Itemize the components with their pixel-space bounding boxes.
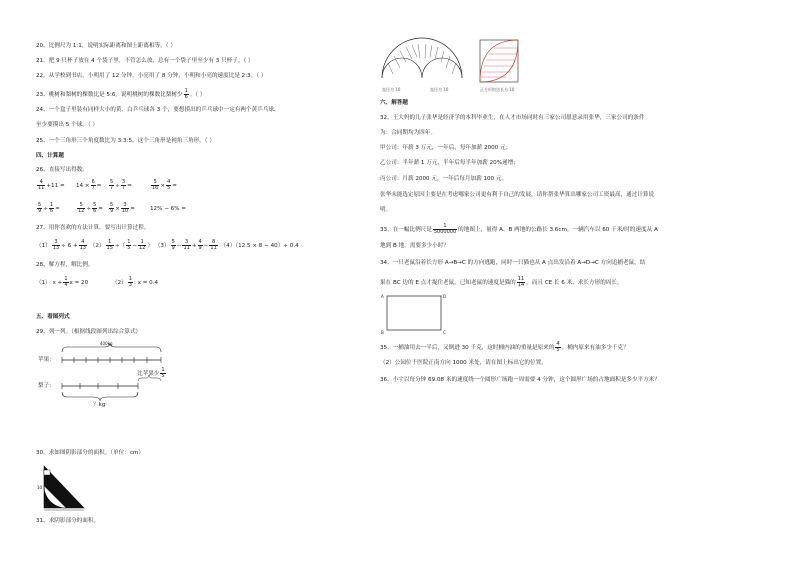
inner-label: 4 <box>45 470 48 475</box>
question-35: 35、一桶油用去一半后，又倒进 30 千克，这时桶内油的重量是原来的 $\frac{4}{5}$ 。桶内原来有油多少千克？ <box>380 341 629 353</box>
question-28-2: （2） $\frac{1}{3}$ : x = 0.4 <box>112 276 159 288</box>
vertex-a: A <box>381 294 384 299</box>
calc-2a: $\frac{5}{9}$ ÷ $\frac{1}{6}$ = <box>38 202 60 214</box>
question-35-sub: （2）公园位于医院正南方向 1000 米处，请在图上标出它的位置。 <box>380 360 547 366</box>
question-33-line1: 33、在一幅比例尺是 $\frac{1}{5000000}$ 的地图上，量得 A、B 两地的公路长 3.6cm。一辆汽车以 60 千米/时的速度从 A <box>380 223 658 235</box>
calc-1a: $\frac{4}{11}$ +11 = <box>38 179 65 191</box>
vertex-b: B <box>381 330 384 335</box>
pear-unknown-label: ？kg <box>93 402 106 408</box>
section-5-heading: 五、看图列式 <box>36 314 70 320</box>
question-29: 29、列一列。（根据线段图列出综合算式） <box>36 329 142 335</box>
question-36: 36、小宇以每分钟 69.08 米的速度绕一个圆形广场跑一周需要 4 分钟，这个圆形广场的占地面积是多少平方米？ <box>380 377 660 383</box>
question-26: 26、直接写出得数。 <box>36 167 88 173</box>
question-24-line2: 至少要摸出 5 个球。（ ） <box>36 122 99 128</box>
calc-2c: $\frac{5}{9}$ × $\frac{3}{10}$ = <box>110 202 135 214</box>
company-b: 乙公司：半年薪 1 万元，半年后每半年加薪 20%递增； <box>380 160 519 166</box>
fraction: $\frac{1}{6}$ <box>184 88 188 100</box>
figure-31a-caption: 直径为 10 <box>382 87 401 92</box>
rectangle-abcd <box>387 296 441 330</box>
calc-1b: 14 × $\frac{6}{7}$ = <box>76 179 102 191</box>
less-than-apple-label: 比苹果少 $\frac{1}{5}$ <box>137 367 165 379</box>
pear-label: 梨子： <box>38 383 55 389</box>
question-24-line1: 24、一个盒子里装有同样大小的黄、白乒乓球各 3 个，要想摸出的乒乓球中一定有两个黄乒乓球， <box>36 107 280 113</box>
calc-2d: 12% − 6% = <box>150 206 187 212</box>
section-4-heading: 四、计算题 <box>36 153 64 159</box>
question-21: 21、把 9 只杯子放在 4 个袋子里，不管怎么放，总有一个袋子里至少有 3 只杯子。（ ） <box>36 58 254 64</box>
question-33-line2: 地到 B 地，需要多少小时？ <box>380 243 449 249</box>
vertex-d: D <box>443 294 447 299</box>
apple-total-label: 400kg <box>100 341 113 346</box>
question-27-items: （1） $\frac{3}{13}$ ÷ 6 + $\frac{4}{13}$ （2） $\frac{1}{15}$ ÷（ $\frac{1}{5}$ − $\frac{1}{12}$ ） （3） $\frac{5}{9}$ − $\frac{3}{11}$ + $\frac{4}{9}$ − $\frac{8}{11}$ （4）（12.5 × 8 − 40）÷ 0.4 <box>36 239 299 251</box>
question-20: 20、比例尺为 1:1，说明实际距离和图上距离相等。（ ） <box>36 43 176 49</box>
question-25: 25、一个三角形三个角度数比为 3:3:5，这个三角形是钝角三角形。（ ） <box>36 138 215 144</box>
question-32-line3: 张华未能选定原因主要是在考虑哪家公司更有利于自己的发展，请你帮张华算出哪家公司工资最高，通过计算说 <box>380 192 655 198</box>
question-27: 27、用你喜欢的方法计算，要写出计算过程。 <box>36 225 150 231</box>
question-30: 30、求如图阴影部分的面积。（单位：cm） <box>36 450 144 456</box>
question-34-line1: 34、一只老鼠沿着长方形 A→B→C 的方向逃跑，同时一只猫也从 A 点出发沿着 A→D→C 方向追捕老鼠，结 <box>380 260 646 266</box>
question-32-line4: 明。 <box>380 207 392 213</box>
question-34-line2: 果在 BC 边的 E 点才捉住老鼠，已知老鼠的速度是猫的 $\frac{11}{14}$ ，而且 CE 长 6 米，求长方形的周长。 <box>380 276 623 288</box>
question-23: 23、桃树和梨树的棵数比是 5:6，说明桃树的棵数比梨树少 $\frac{1}{6}$ 。（ ） <box>36 88 206 100</box>
question-32-line2: 为：合同期均为四年。 <box>380 130 436 136</box>
company-a: 甲公司：年薪 3 万元，一年后，每年加薪 2000 元； <box>380 145 512 151</box>
calc-2b: $\frac{5}{12}$ ÷ $\frac{5}{6}$ = <box>78 202 103 214</box>
apple-label: 苹果： <box>38 357 55 363</box>
figure-31b-caption: 直径为 10 <box>430 87 449 92</box>
figure-31c-caption: 正方形的边长为 10 <box>480 87 515 92</box>
section-6-heading: 六、解答题 <box>380 100 408 106</box>
question-22: 22、从学校到书店，小明用了 12 分钟，小亮用了 8 分钟，小明和小亮的速度比是 2:3。（ ） <box>36 73 267 79</box>
question-28-1: （1） x + $\frac{1}{4}$ x = 20 <box>36 276 89 288</box>
calc-1c: $\frac{5}{7}$ ÷ $\frac{3}{7}$ = <box>110 179 132 191</box>
question-31: 31、求阴影部分的面积。 <box>36 518 100 524</box>
vertex-c: C <box>443 330 446 335</box>
question-32-line1: 32、王大妈的儿子张华是经济学的本科毕业生，在人才市场同时有三家公司愿意录用张华，三家公司的条件 <box>380 115 645 121</box>
calc-1d: $\frac{5}{16}$ × $\frac{4}{5}$ = <box>152 179 177 191</box>
side-length-label: 10 <box>37 485 43 490</box>
question-28: 28、解方程，解比例。 <box>36 262 94 268</box>
company-c: 丙公司：月薪 2000 元，一年后每月加薪 100 元。 <box>380 176 508 182</box>
